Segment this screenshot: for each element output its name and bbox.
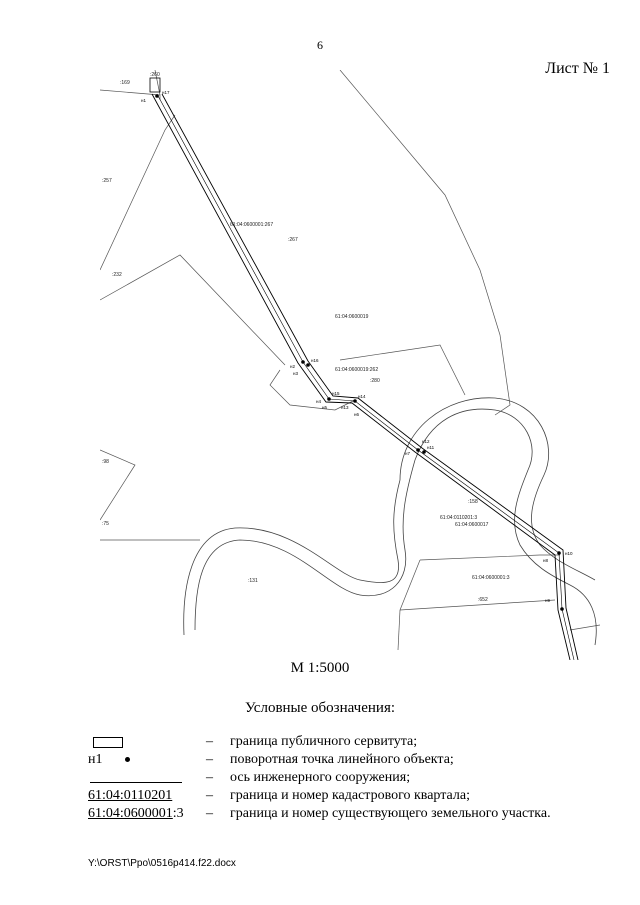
easement-boundary bbox=[162, 94, 578, 660]
quarter-symbol bbox=[88, 788, 188, 806]
parcel-boundary bbox=[570, 625, 600, 630]
legend-title: Условные обозначения: bbox=[244, 700, 396, 716]
legend-item-quarter bbox=[88, 788, 608, 806]
parcel-label: :267 bbox=[288, 237, 298, 243]
parcel-boundary bbox=[100, 255, 285, 365]
legend-text: поворотная точка линейного объекта; bbox=[230, 752, 454, 767]
parcel-label: 61:04:0600019 bbox=[335, 314, 369, 320]
turning-point bbox=[422, 450, 426, 454]
page-number: 6 bbox=[317, 38, 323, 52]
point-label: н4 bbox=[316, 399, 321, 404]
point-label: н8 bbox=[543, 558, 548, 563]
point-label: н7 bbox=[405, 451, 410, 456]
legend-item-parcel bbox=[88, 806, 608, 824]
point-label: н17 bbox=[162, 90, 170, 95]
point-label: н10 bbox=[565, 551, 573, 556]
parcel-boundaries bbox=[100, 70, 600, 650]
point-label: н6 bbox=[354, 412, 359, 417]
point-label: н2 bbox=[290, 364, 295, 369]
parcel-boundary bbox=[400, 560, 420, 610]
legend-item-easement bbox=[88, 734, 608, 752]
parcel-number-suffix: :3 bbox=[172, 806, 184, 821]
point-label: н13 bbox=[341, 405, 349, 410]
parcel-boundary bbox=[340, 70, 510, 415]
turning-point bbox=[353, 399, 357, 403]
parcel-boundary bbox=[100, 90, 160, 100]
parcel-label: 61:04:0110201:3 bbox=[440, 515, 478, 521]
point-label: н5 bbox=[322, 405, 327, 410]
parcel-label: :131 bbox=[248, 578, 258, 584]
point-label: н15 bbox=[332, 391, 340, 396]
structure-axis bbox=[157, 94, 574, 660]
turning-point-symbol bbox=[88, 752, 188, 770]
parcel-label: :257 bbox=[102, 178, 112, 184]
parcel-label: :169 bbox=[120, 80, 130, 86]
point-label: н1 bbox=[141, 98, 146, 103]
turning-point bbox=[327, 397, 331, 401]
parcel-label: 61:04:0600017 bbox=[455, 522, 489, 528]
parcel-label: :232 bbox=[112, 272, 122, 278]
point-label: н14 bbox=[358, 394, 366, 399]
river-bank bbox=[195, 460, 415, 630]
sheet-label: Лист № 1 bbox=[545, 60, 610, 77]
footer-file-path: Y:\ORST\Ppo\0516p414.f22.docx bbox=[88, 858, 236, 869]
parcel-label: :75 bbox=[102, 521, 109, 527]
legend-text: граница и номер существующего земельного участка. bbox=[230, 806, 551, 821]
legend-dash: – bbox=[206, 770, 213, 785]
parcel-quarter-number: 61:04:0600001 bbox=[88, 806, 173, 821]
legend-text: ось инженерного сооружения; bbox=[230, 770, 411, 785]
parcel-symbol bbox=[88, 806, 188, 824]
cadastral-map bbox=[100, 70, 600, 660]
scale-label: М 1:5000 bbox=[290, 660, 350, 676]
parcel-label: :652 bbox=[478, 597, 488, 603]
parcel-labels bbox=[102, 72, 510, 603]
legend-dash: – bbox=[206, 752, 213, 767]
dot-icon bbox=[125, 757, 130, 762]
river-bank bbox=[184, 480, 400, 635]
turning-point bbox=[301, 360, 305, 364]
point-label: н12 bbox=[422, 439, 430, 444]
turning-point-label: н1 bbox=[88, 752, 103, 767]
parcel-boundary bbox=[420, 555, 560, 560]
parcel-label: :158 bbox=[468, 499, 478, 505]
parcel-label: :280 bbox=[370, 378, 380, 384]
turning-point bbox=[306, 363, 310, 367]
easement-end-box bbox=[150, 78, 160, 92]
parcel-label: :98 bbox=[102, 459, 109, 465]
parcel-boundary bbox=[100, 115, 175, 270]
parcel-label: :260 bbox=[150, 72, 160, 78]
legend-dash: – bbox=[206, 788, 213, 803]
parcel-label: 61:04:0600019:262 bbox=[335, 367, 379, 373]
turning-point bbox=[416, 448, 420, 452]
legend-dash: – bbox=[206, 806, 213, 821]
quarter-number: 61:04:0110201 bbox=[88, 788, 173, 803]
axis-symbol bbox=[88, 770, 188, 788]
point-labels bbox=[141, 90, 573, 603]
legend-item-axis bbox=[88, 770, 608, 788]
parcel-label: 61:04:0600001:267 bbox=[230, 222, 274, 228]
turning-point bbox=[557, 551, 561, 555]
river-banks bbox=[184, 398, 597, 645]
point-label: н16 bbox=[311, 358, 319, 363]
legend-item-turning-point bbox=[88, 752, 608, 770]
parcel-boundary bbox=[398, 610, 400, 650]
river-bank bbox=[415, 409, 596, 645]
turning-point bbox=[560, 607, 564, 611]
point-label: н3 bbox=[293, 371, 298, 376]
legend-text: граница публичного сервитута; bbox=[230, 734, 418, 749]
parcel-label: 61:04:0600001:3 bbox=[472, 575, 510, 581]
legend-dash: – bbox=[206, 734, 213, 749]
point-label: н11 bbox=[427, 445, 435, 450]
point-label: н9 bbox=[545, 598, 550, 603]
legend-text: граница и номер кадастрового квартала; bbox=[230, 788, 470, 803]
turning-point bbox=[155, 94, 159, 98]
easement-symbol bbox=[88, 734, 188, 752]
